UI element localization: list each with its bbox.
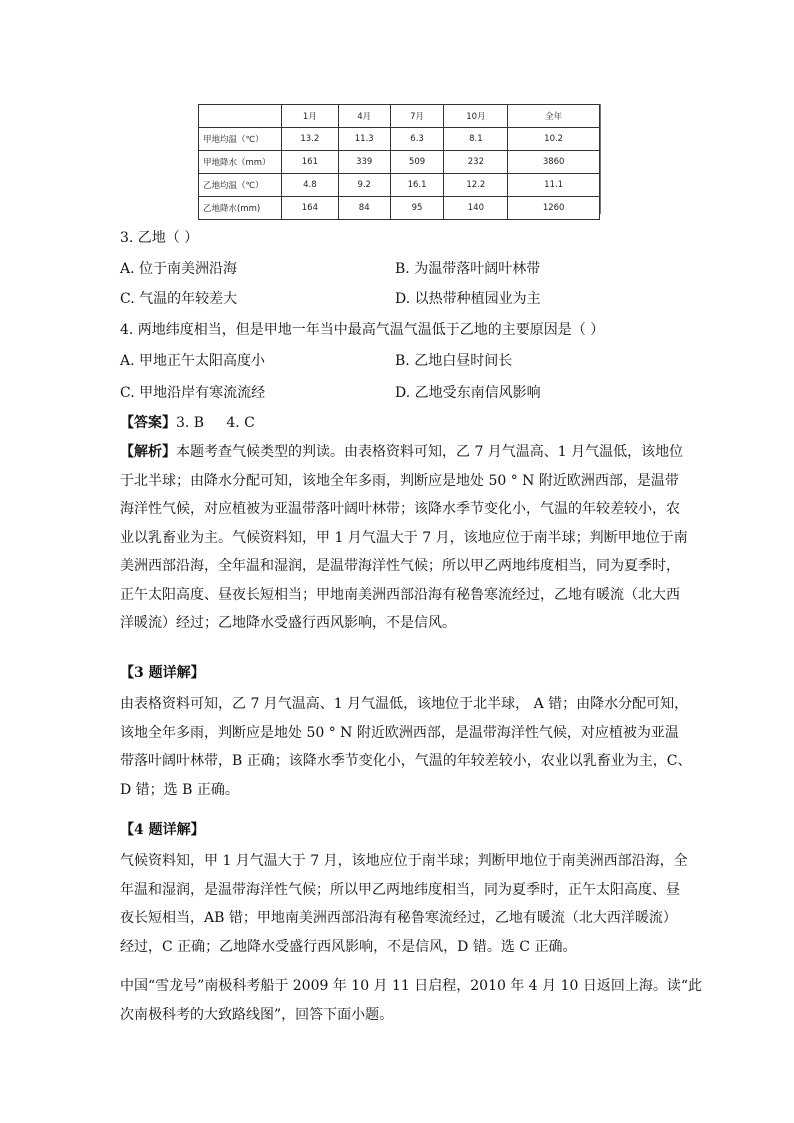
- question-3-option-a: A. 位于南美洲沿海: [120, 261, 238, 277]
- analysis-paragraph: [120, 438, 688, 638]
- detail-3-line: 该地全年多雨，判断应是地处 50 ° N 附近欧洲西部，是温带海洋性气候，对应植被为亚温: [120, 724, 679, 741]
- question-4-option-b: B. 乙地白昼时间长: [395, 353, 513, 369]
- table-row: [199, 128, 600, 151]
- table-header-cell: 10月: [444, 105, 508, 128]
- table-cell: 4.8: [281, 174, 338, 197]
- table-cell: 9.2: [338, 174, 390, 197]
- detail-4-heading: 【4 题详解】: [120, 822, 205, 838]
- table-cell: 12.2: [444, 174, 508, 197]
- question-4-option-c: C. 甲地沿岸有寒流流经: [120, 385, 266, 401]
- table-cell: 11.3: [338, 128, 390, 151]
- question-4-option-d: D. 乙地受东南信风影响: [395, 385, 541, 401]
- answer-label: 【答案】: [120, 415, 176, 431]
- table-cell: 140: [444, 197, 508, 220]
- table-cell: 11.1: [508, 174, 600, 197]
- intro-line: 中国“雪龙号”南极科考船于 2009 年 10 月 11 日启程，2010 年 4 月 10 日返回上海。读“此: [120, 978, 703, 994]
- detail-4-line: 经过，C 正确；乙地降水受盛行西风影响，不是信风，D 错。选 C 正确。: [120, 938, 577, 955]
- next-question-intro: [120, 972, 703, 1029]
- detail-4-line: 年温和湿润，是温带海洋性气候；所以甲乙两地纬度相当，同为夏季时，正午太阳高度、昼: [120, 881, 680, 898]
- detail-3-heading: 【3 题详解】: [120, 665, 205, 681]
- table-cell: 161: [281, 151, 338, 174]
- table-header-cell: 1月: [281, 105, 338, 128]
- analysis-line: 美洲西部沿海，全年温和湿润，是温带海洋性气候；所以甲乙两地纬度相当，同为夏季时，: [120, 558, 680, 574]
- answer-line: [120, 413, 255, 433]
- table-header-cell: 4月: [338, 105, 390, 128]
- table-header-cell: [199, 105, 282, 128]
- table-row-label: 乙地降水(mm): [199, 197, 282, 220]
- table-cell: 84: [338, 197, 390, 220]
- detail-4-line: 夜长短相当，AB 错；甲地南美洲西部沿海有秘鲁寒流经过，乙地有暖流（北大西洋暖流）: [120, 910, 677, 926]
- detail-4-line: 气候资料知，甲 1 月气温大于 7 月，该地应位于南半球；判断甲地位于南美洲西部沿海，全: [120, 853, 688, 869]
- analysis-line: 正午太阳高度、昼夜长短相当；甲地南美洲西部沿海有秘鲁寒流经过，乙地有暖流（北大西: [120, 586, 680, 603]
- table-row-label: 乙地均温（℃）: [199, 174, 282, 197]
- table-row: [199, 151, 600, 174]
- table-border-shadow: [600, 104, 604, 214]
- detail-3-paragraph: [120, 690, 692, 804]
- table-cell: 1260: [508, 197, 600, 220]
- table-cell: 6.3: [390, 128, 444, 151]
- table-row: [199, 174, 600, 197]
- table-cell: 164: [281, 197, 338, 220]
- table-cell: 8.1: [444, 128, 508, 151]
- intro-line: 次南极科考的大致路线图”，回答下面小题。: [120, 1006, 394, 1023]
- question-4-stem: 4. 两地纬度相当，但是甲地一年当中最高气温气温低于乙地的主要原因是（ ）: [120, 322, 605, 338]
- table-header-row: [199, 105, 600, 128]
- analysis-line: 业以乳畜业为主。气候资料知，甲 1 月气温大于 7 月，该地应位于南半球；判断甲地位于南: [120, 529, 688, 546]
- question-3-option-b: B. 为温带落叶阔叶林带: [395, 261, 541, 277]
- analysis-label: 【解析】: [120, 444, 176, 460]
- table-cell: 13.2: [281, 128, 338, 151]
- analysis-line: 海洋性气候，对应植被为亚温带落叶阔叶林带；该降水季节变化小，气温的年较差较小，农: [120, 501, 680, 517]
- table-cell: 339: [338, 151, 390, 174]
- table-cell: 95: [390, 197, 444, 220]
- question-3-option-c: C. 气温的年较差大: [120, 291, 238, 307]
- table-cell: 10.2: [508, 128, 600, 151]
- analysis-line-text: 本题考查气候类型的判读。由表格资料可知，乙 7 月气温高、1 月气温低，该地位: [176, 444, 684, 460]
- table-header-cell: 7月: [390, 105, 444, 128]
- table-header-cell: 全年: [508, 105, 600, 128]
- table-row: [199, 197, 600, 220]
- table-cell: 232: [444, 151, 508, 174]
- analysis-line: 于北半球；由降水分配可知，该地全年多雨，判断应是地处 50 ° N 附近欧洲西部，是温带: [120, 472, 679, 489]
- detail-4-paragraph: [120, 847, 688, 961]
- analysis-line: 洋暖流）经过；乙地降水受盛行西风影响，不是信风。: [120, 615, 456, 631]
- table-row-label: 甲地降水（mm）: [199, 151, 282, 174]
- table-cell: 509: [390, 151, 444, 174]
- detail-3-line: 带落叶阔叶林带，B 正确；该降水季节变化小，气温的年较差较小，农业以乳畜业为主，C、: [120, 753, 692, 769]
- question-4-option-a: A. 甲地正午太阳高度小: [120, 353, 266, 369]
- climate-table: [198, 104, 600, 220]
- table-row-label: 甲地均温（℃）: [199, 128, 282, 151]
- table-cell: 16.1: [390, 174, 444, 197]
- analysis-line: [120, 438, 684, 467]
- table-cell: 3860: [508, 151, 600, 174]
- answer-text: 3. B 4. C: [176, 415, 255, 431]
- question-3-option-d: D. 以热带种植园业为主: [395, 291, 541, 307]
- detail-3-line: D 错；选 B 正确。: [120, 781, 239, 798]
- detail-3-line: 由表格资料可知，乙 7 月气温高、1 月气温低，该地位于北半球， A 错；由降水分配可知，: [120, 696, 689, 712]
- question-3-stem: 3. 乙地（ ）: [120, 230, 199, 246]
